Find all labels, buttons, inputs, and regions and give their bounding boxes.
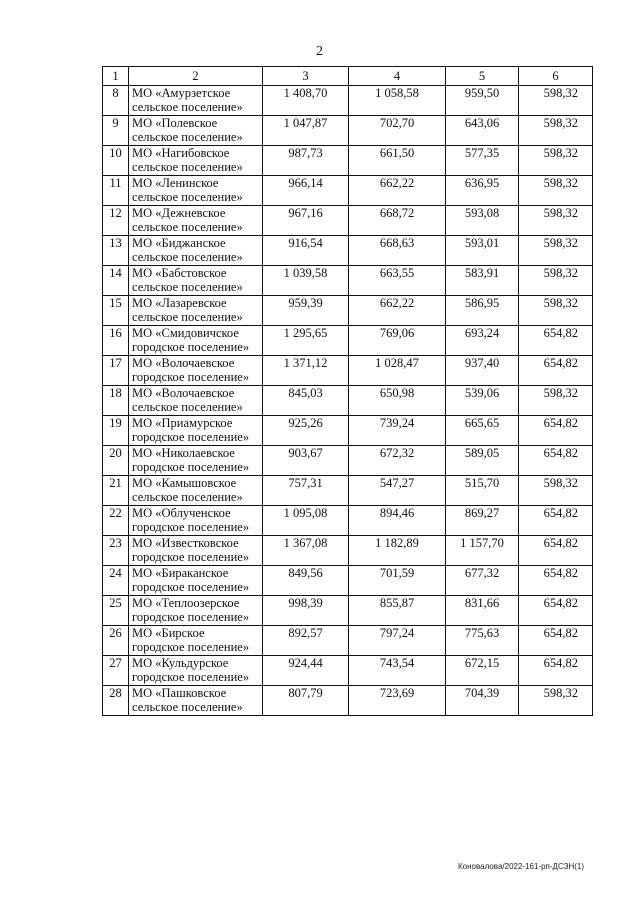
table-row xyxy=(103,416,593,446)
municipality-name-line-2: городское поселение» xyxy=(132,550,250,564)
municipality-name xyxy=(129,146,263,176)
row-number: 20 xyxy=(103,446,129,476)
row-number: 18 xyxy=(103,386,129,416)
municipality-name-line-2: сельское поселение» xyxy=(132,700,243,714)
value-col-5: 693,24 xyxy=(446,326,519,356)
row-number: 26 xyxy=(103,626,129,656)
row-number: 28 xyxy=(103,686,129,716)
municipality-name xyxy=(129,116,263,146)
table-row xyxy=(103,596,593,626)
municipality-name-line-1: МО «Смидовичское xyxy=(132,326,239,340)
municipality-name-line-2: городское поселение» xyxy=(132,520,250,534)
value-col-4: 1 028,47 xyxy=(349,356,446,386)
value-col-6: 654,82 xyxy=(519,566,593,596)
municipality-name xyxy=(129,86,263,116)
value-col-4: 797,24 xyxy=(349,626,446,656)
value-col-5: 589,05 xyxy=(446,446,519,476)
row-number: 13 xyxy=(103,236,129,266)
value-col-6: 598,32 xyxy=(519,476,593,506)
value-col-3: 1 039,58 xyxy=(263,266,349,296)
municipality-name xyxy=(129,656,263,686)
value-col-3: 1 047,87 xyxy=(263,116,349,146)
municipality-name xyxy=(129,326,263,356)
value-col-5: 636,95 xyxy=(446,176,519,206)
municipality-name-line-1: МО «Бирское xyxy=(132,626,205,640)
table-row xyxy=(103,626,593,656)
value-col-4: 662,22 xyxy=(349,176,446,206)
value-col-3: 987,73 xyxy=(263,146,349,176)
value-col-3: 925,26 xyxy=(263,416,349,446)
municipality-name-line-1: МО «Известковское xyxy=(132,536,239,550)
row-number: 22 xyxy=(103,506,129,536)
table-row xyxy=(103,386,593,416)
value-col-6: 598,32 xyxy=(519,206,593,236)
row-number: 12 xyxy=(103,206,129,236)
municipality-name xyxy=(129,266,263,296)
value-col-3: 966,14 xyxy=(263,176,349,206)
value-col-5: 593,01 xyxy=(446,236,519,266)
value-col-6: 654,82 xyxy=(519,356,593,386)
value-col-5: 586,95 xyxy=(446,296,519,326)
municipality-name-line-1: МО «Камышовское xyxy=(132,476,237,490)
table-header-row xyxy=(103,67,593,86)
value-col-5: 539,06 xyxy=(446,386,519,416)
value-col-6: 598,32 xyxy=(519,176,593,206)
value-col-5: 775,63 xyxy=(446,626,519,656)
value-col-3: 1 367,08 xyxy=(263,536,349,566)
value-col-5: 831,66 xyxy=(446,596,519,626)
table-row xyxy=(103,266,593,296)
value-col-6: 654,82 xyxy=(519,656,593,686)
municipality-name-line-1: МО «Лазаревское xyxy=(132,296,227,310)
table-row xyxy=(103,146,593,176)
municipality-name-line-2: сельское поселение» xyxy=(132,190,243,204)
value-col-3: 849,56 xyxy=(263,566,349,596)
municipality-name-line-1: МО «Николаевское xyxy=(132,446,235,460)
value-col-5: 577,35 xyxy=(446,146,519,176)
value-col-6: 654,82 xyxy=(519,596,593,626)
value-col-4: 650,98 xyxy=(349,386,446,416)
table-row xyxy=(103,506,593,536)
municipality-name xyxy=(129,386,263,416)
row-number: 9 xyxy=(103,116,129,146)
municipality-name-line-2: городское поселение» xyxy=(132,640,250,654)
row-number: 11 xyxy=(103,176,129,206)
municipality-name-line-2: городское поселение» xyxy=(132,580,250,594)
municipality-name-line-1: МО «Облученское xyxy=(132,506,231,520)
value-col-5: 643,06 xyxy=(446,116,519,146)
value-col-3: 959,39 xyxy=(263,296,349,326)
table-row xyxy=(103,296,593,326)
municipality-name-line-1: МО «Теплоозерское xyxy=(132,596,240,610)
municipality-name-line-2: сельское поселение» xyxy=(132,220,243,234)
table-row xyxy=(103,176,593,206)
header-cell-1: 1 xyxy=(103,67,129,86)
value-col-6: 598,32 xyxy=(519,86,593,116)
municipality-name xyxy=(129,626,263,656)
value-col-5: 937,40 xyxy=(446,356,519,386)
value-col-6: 654,82 xyxy=(519,506,593,536)
row-number: 21 xyxy=(103,476,129,506)
value-col-3: 1 371,12 xyxy=(263,356,349,386)
value-col-4: 894,46 xyxy=(349,506,446,536)
value-col-3: 1 408,70 xyxy=(263,86,349,116)
row-number: 25 xyxy=(103,596,129,626)
municipality-name-line-2: сельское поселение» xyxy=(132,100,243,114)
value-col-6: 654,82 xyxy=(519,326,593,356)
row-number: 24 xyxy=(103,566,129,596)
municipality-name xyxy=(129,416,263,446)
municipality-name-line-1: МО «Ленинское xyxy=(132,176,219,190)
value-col-5: 1 157,70 xyxy=(446,536,519,566)
value-col-5: 869,27 xyxy=(446,506,519,536)
value-col-4: 723,69 xyxy=(349,686,446,716)
value-col-3: 807,79 xyxy=(263,686,349,716)
table-row xyxy=(103,686,593,716)
value-col-6: 654,82 xyxy=(519,536,593,566)
municipality-name xyxy=(129,686,263,716)
table-row xyxy=(103,536,593,566)
value-col-4: 743,54 xyxy=(349,656,446,686)
table-row xyxy=(103,236,593,266)
value-col-6: 598,32 xyxy=(519,686,593,716)
value-col-3: 924,44 xyxy=(263,656,349,686)
table-row xyxy=(103,476,593,506)
municipality-name-line-2: городское поселение» xyxy=(132,370,250,384)
municipality-name xyxy=(129,206,263,236)
municipality-name xyxy=(129,356,263,386)
value-col-6: 598,32 xyxy=(519,236,593,266)
table-row xyxy=(103,446,593,476)
municipality-name-line-2: сельское поселение» xyxy=(132,310,243,324)
value-col-5: 959,50 xyxy=(446,86,519,116)
municipality-name-line-1: МО «Кульдурское xyxy=(132,656,229,670)
value-col-5: 704,39 xyxy=(446,686,519,716)
value-col-4: 661,50 xyxy=(349,146,446,176)
municipality-name xyxy=(129,476,263,506)
value-col-4: 1 058,58 xyxy=(349,86,446,116)
value-col-4: 662,22 xyxy=(349,296,446,326)
value-col-4: 701,59 xyxy=(349,566,446,596)
value-col-4: 702,70 xyxy=(349,116,446,146)
row-number: 8 xyxy=(103,86,129,116)
municipality-name-line-2: городское поселение» xyxy=(132,430,250,444)
row-number: 27 xyxy=(103,656,129,686)
municipality-name-line-1: МО «Дежневское xyxy=(132,206,226,220)
municipality-name xyxy=(129,596,263,626)
value-col-5: 583,91 xyxy=(446,266,519,296)
value-col-3: 967,16 xyxy=(263,206,349,236)
value-col-6: 598,32 xyxy=(519,296,593,326)
municipality-name-line-2: сельское поселение» xyxy=(132,160,243,174)
page-number: 2 xyxy=(316,44,323,59)
value-col-4: 668,63 xyxy=(349,236,446,266)
value-col-3: 998,39 xyxy=(263,596,349,626)
municipality-name-line-1: МО «Полевское xyxy=(132,116,218,130)
municipality-name xyxy=(129,506,263,536)
value-col-6: 654,82 xyxy=(519,626,593,656)
table-row xyxy=(103,86,593,116)
value-col-3: 916,54 xyxy=(263,236,349,266)
header-cell-4: 4 xyxy=(349,67,446,86)
header-cell-3: 3 xyxy=(263,67,349,86)
value-col-3: 903,67 xyxy=(263,446,349,476)
municipality-name-line-2: городское поселение» xyxy=(132,460,250,474)
table-row xyxy=(103,566,593,596)
value-col-4: 668,72 xyxy=(349,206,446,236)
value-col-3: 892,57 xyxy=(263,626,349,656)
data-table xyxy=(102,66,593,716)
row-number: 16 xyxy=(103,326,129,356)
municipality-name-line-2: сельское поселение» xyxy=(132,250,243,264)
row-number: 15 xyxy=(103,296,129,326)
row-number: 23 xyxy=(103,536,129,566)
header-cell-5: 5 xyxy=(446,67,519,86)
municipality-name-line-2: городское поселение» xyxy=(132,670,250,684)
value-col-6: 654,82 xyxy=(519,446,593,476)
value-col-5: 593,08 xyxy=(446,206,519,236)
municipality-name-line-2: городское поселение» xyxy=(132,340,250,354)
municipality-name-line-1: МО «Бабстовское xyxy=(132,266,227,280)
municipality-name xyxy=(129,536,263,566)
municipality-name-line-1: МО «Нагибовское xyxy=(132,146,230,160)
municipality-name-line-2: городское поселение» xyxy=(132,610,250,624)
row-number: 19 xyxy=(103,416,129,446)
value-col-3: 1 295,65 xyxy=(263,326,349,356)
value-col-5: 677,32 xyxy=(446,566,519,596)
value-col-5: 665,65 xyxy=(446,416,519,446)
table-row xyxy=(103,326,593,356)
municipality-name-line-2: сельское поселение» xyxy=(132,280,243,294)
value-col-5: 672,15 xyxy=(446,656,519,686)
row-number: 10 xyxy=(103,146,129,176)
value-col-4: 663,55 xyxy=(349,266,446,296)
value-col-4: 769,06 xyxy=(349,326,446,356)
municipality-name-line-2: сельское поселение» xyxy=(132,490,243,504)
value-col-3: 757,31 xyxy=(263,476,349,506)
municipality-name xyxy=(129,176,263,206)
table-row xyxy=(103,116,593,146)
value-col-6: 598,32 xyxy=(519,266,593,296)
municipality-name-line-1: МО «Приамурское xyxy=(132,416,233,430)
value-col-4: 1 182,89 xyxy=(349,536,446,566)
municipality-name-line-2: сельское поселение» xyxy=(132,130,243,144)
header-cell-2: 2 xyxy=(129,67,263,86)
table-row xyxy=(103,356,593,386)
value-col-3: 1 095,08 xyxy=(263,506,349,536)
value-col-6: 598,32 xyxy=(519,386,593,416)
value-col-6: 598,32 xyxy=(519,146,593,176)
table-row xyxy=(103,656,593,686)
value-col-6: 598,32 xyxy=(519,116,593,146)
table-row xyxy=(103,206,593,236)
municipality-name-line-1: МО «Пашковское xyxy=(132,686,227,700)
value-col-4: 739,24 xyxy=(349,416,446,446)
value-col-4: 547,27 xyxy=(349,476,446,506)
municipality-name-line-1: МО «Амурзетское xyxy=(132,86,231,100)
municipality-name-line-1: МО «Волочаевское xyxy=(132,386,235,400)
value-col-3: 845,03 xyxy=(263,386,349,416)
municipality-name-line-1: МО «Бираканское xyxy=(132,566,229,580)
value-col-4: 672,32 xyxy=(349,446,446,476)
municipality-name xyxy=(129,566,263,596)
row-number: 17 xyxy=(103,356,129,386)
row-number: 14 xyxy=(103,266,129,296)
municipality-name-line-1: МО «Биджанское xyxy=(132,236,226,250)
value-col-6: 654,82 xyxy=(519,416,593,446)
document-footer-code: Коновалова/2022-161-рп-ДСЗН(1) xyxy=(458,862,585,871)
municipality-name-line-2: сельское поселение» xyxy=(132,400,243,414)
municipality-name-line-1: МО «Волочаевское xyxy=(132,356,235,370)
value-col-5: 515,70 xyxy=(446,476,519,506)
header-cell-6: 6 xyxy=(519,67,593,86)
value-col-4: 855,87 xyxy=(349,596,446,626)
municipality-name xyxy=(129,446,263,476)
municipality-name xyxy=(129,296,263,326)
municipality-name xyxy=(129,236,263,266)
